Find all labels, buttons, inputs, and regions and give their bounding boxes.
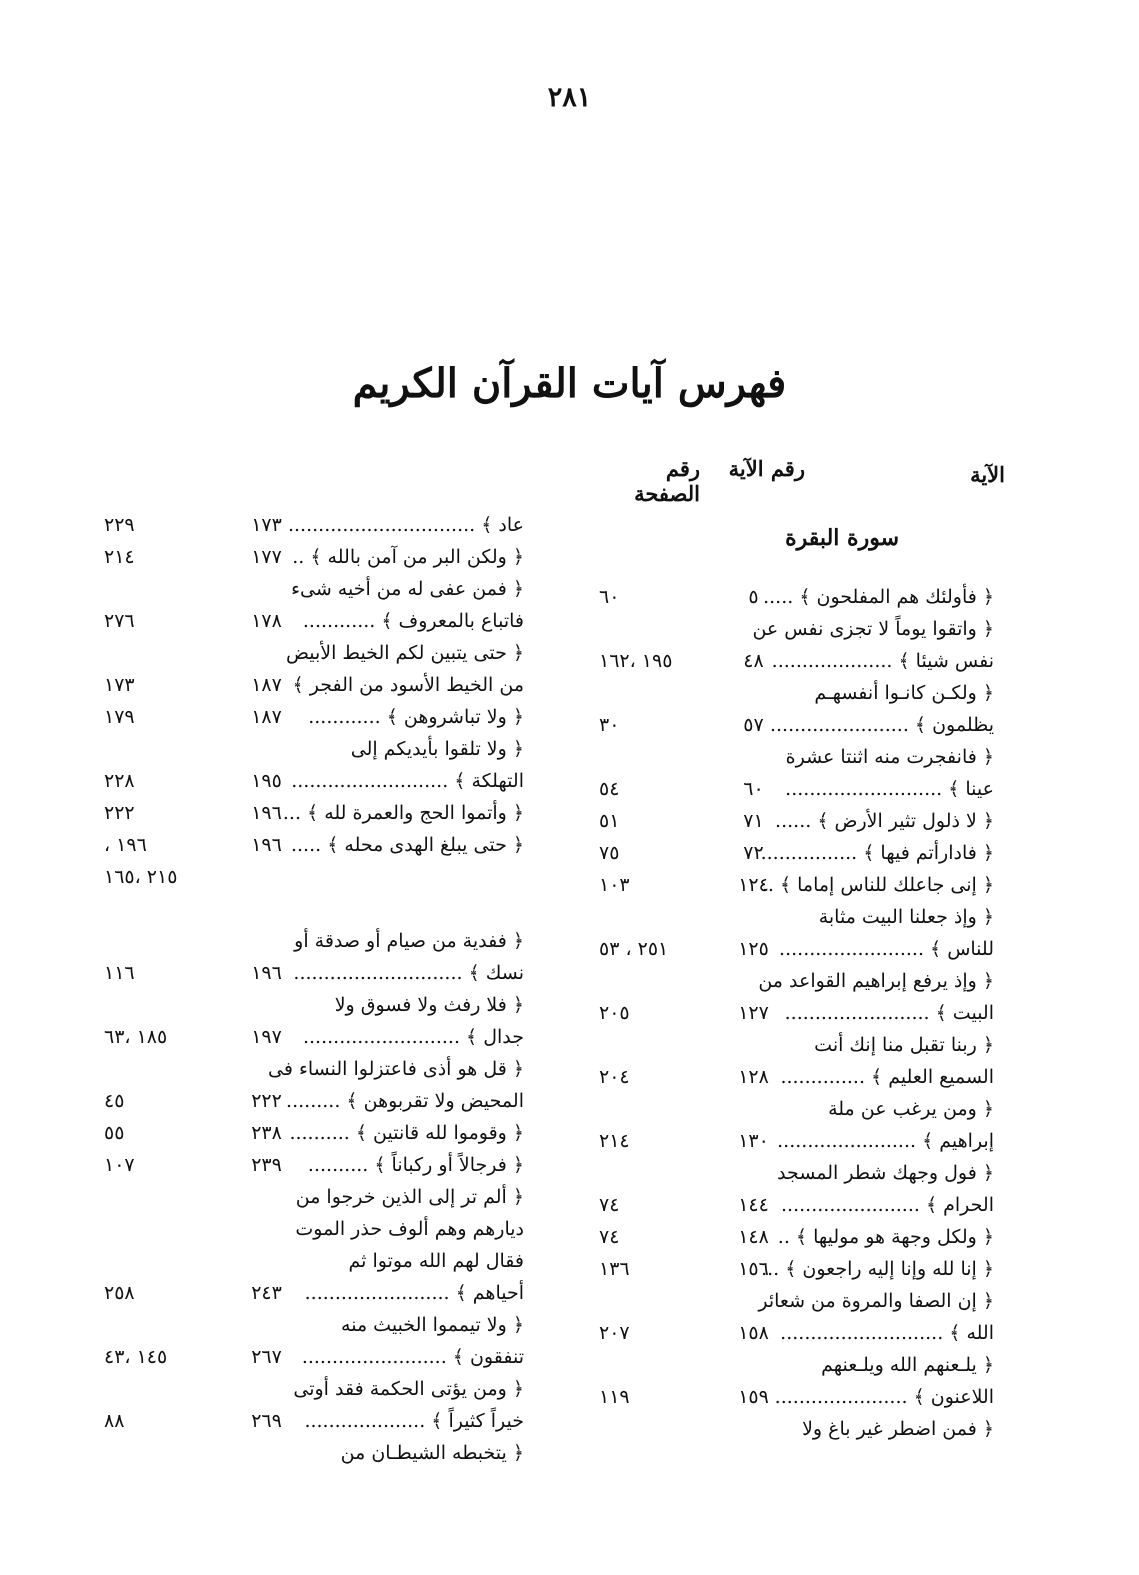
entry-text: ﴿ فأولئك هم المفلحون ﴾ ..... xyxy=(763,586,994,608)
entry-page-number: ٣٠ xyxy=(599,714,620,736)
entry-ayah-number: ١٧٣ xyxy=(251,514,282,536)
entry-text: ﴿ فرجالاً أو ركباناً ﴾ .......... xyxy=(307,1154,524,1176)
index-entry xyxy=(104,606,524,638)
entry-ayah-number: ٢٤٣ xyxy=(251,1282,282,1304)
index-entry xyxy=(104,510,524,542)
index-entry xyxy=(124,1438,524,1470)
entry-ayah-number: ٥ xyxy=(748,586,759,608)
entry-page-number: ٢٥١ ، ٥٣ xyxy=(599,938,669,960)
entry-ayah-number: ٥٧ xyxy=(743,714,764,736)
entry-text: ديارهم وهم ألوف حذر الموت xyxy=(295,1218,524,1240)
index-entry xyxy=(599,1158,994,1190)
entry-page-number: ٥٥ xyxy=(104,1122,125,1144)
entry-text: نفس شيئا ﴾ .................... xyxy=(771,650,994,672)
entry-ayah-number: ١٧٧ xyxy=(251,546,282,568)
index-entry xyxy=(599,1318,994,1350)
entry-page-number: ٢٥٨ xyxy=(104,1282,135,1304)
entry-text: السميع العليم ﴾ .............. xyxy=(780,1066,994,1088)
entry-page-number: ١٨٥ ،٦٣ xyxy=(104,1026,168,1048)
index-entry xyxy=(599,1030,994,1062)
entry-page-number: ٢٠٧ xyxy=(599,1322,630,1344)
right-column xyxy=(599,520,994,1446)
entry-text: ﴿ فانفجرت منه اثنتا عشرة xyxy=(785,746,994,768)
index-entry xyxy=(104,1022,524,1054)
index-entry xyxy=(124,1310,524,1342)
index-entry xyxy=(599,582,994,614)
entry-ayah-number: ١٢٧ xyxy=(738,1002,769,1024)
index-entry xyxy=(124,894,524,926)
entry-text: ﴿ واتقوا يوماً لا تجزى نفس عن xyxy=(752,618,994,640)
surah-heading: سورة البقرة xyxy=(785,525,899,551)
index-entry xyxy=(599,1286,994,1318)
entry-text: ﴿ ومن يرغب عن ملة xyxy=(828,1098,994,1120)
entry-page-number: ١٠٣ xyxy=(599,874,630,896)
entry-ayah-number: ١٥٨ xyxy=(738,1322,769,1344)
index-entry xyxy=(124,1182,524,1214)
index-entry xyxy=(124,574,524,606)
entry-page-number: ١٤٥ ،٤٣ xyxy=(104,1346,168,1368)
entry-ayah-number: ١٩٦ xyxy=(251,962,282,984)
entry-text: ﴿ فول وجهك شطر المسجد xyxy=(777,1162,994,1184)
entry-ayah-number: ١٨٧ xyxy=(251,706,282,728)
entry-text: ﴿ ولكل وجهة هو موليها ﴾ .. xyxy=(777,1226,994,1248)
index-entry xyxy=(599,838,994,870)
entry-page-number: ٢١٤ xyxy=(104,546,135,568)
entry-text: للناس ﴾ ........................ xyxy=(779,938,994,960)
entry-page-number: ٢٢٩ xyxy=(104,514,135,536)
entry-text: ﴿ فلا رفث ولا فسوق ولا xyxy=(334,994,524,1016)
entry-text: الله ﴾ ........................... xyxy=(780,1322,994,1344)
index-entry xyxy=(599,1382,994,1414)
entry-page-number: ٥١ xyxy=(599,810,620,832)
entry-text: ﴿ لا ذلول تثير الأرض ﴾ ...... xyxy=(775,810,994,832)
index-entry xyxy=(124,638,524,670)
page-number: ٢٨١ xyxy=(547,82,592,113)
entry-text: ﴿ وإذ جعلنا البيت مثابة xyxy=(818,906,994,928)
header-aya: الآية xyxy=(970,462,1005,487)
index-entry xyxy=(104,958,524,990)
entry-text: التهلكة ﴾ .......................... xyxy=(291,770,524,792)
entry-text: أحياهم ﴾ ........................ xyxy=(304,1282,524,1304)
index-entry xyxy=(599,870,994,902)
entry-text: فاتباع بالمعروف ﴾ ............ xyxy=(302,610,524,632)
index-entry xyxy=(104,798,524,830)
entry-ayah-number: ١٩٦ xyxy=(251,802,282,824)
index-entry xyxy=(124,990,524,1022)
entry-text: ﴿ حتى يبلغ الهدى محله ﴾ ..... xyxy=(290,834,524,856)
entry-ayah-number: ١٣٠ xyxy=(738,1130,769,1152)
entry-ayah-number: ١٢٨ xyxy=(738,1066,769,1088)
index-entry xyxy=(124,1246,524,1278)
index-entry xyxy=(124,734,524,766)
entry-page-number: ٢١٥ ،١٦٥ xyxy=(104,866,178,888)
entry-text: عاد ﴾ ............................... xyxy=(287,514,524,536)
index-entry xyxy=(104,1150,524,1182)
entry-ayah-number: ١٥٦ xyxy=(738,1258,769,1280)
entry-ayah-number: ٧٢ xyxy=(743,842,764,864)
entry-page-number: ٦٠ xyxy=(599,586,620,608)
entry-text: ﴿ ومن يؤتى الحكمة فقد أوتى xyxy=(293,1378,524,1400)
index-entry xyxy=(104,1118,524,1150)
index-entry xyxy=(599,806,994,838)
entry-text: ﴿ ولا تيمموا الخبيث منه xyxy=(341,1314,524,1336)
entry-text: ﴿ يتخبطه الشيطـان من xyxy=(340,1442,524,1464)
entry-text: ﴿ فادارأتم فيها ﴾ ................ xyxy=(760,842,994,864)
index-entry xyxy=(599,1094,994,1126)
entry-page-number: ١٣٦ xyxy=(599,1258,630,1280)
entry-page-number: ٢٢٢ xyxy=(104,802,135,824)
entry-ayah-number: ٢٣٨ xyxy=(251,1122,282,1144)
entry-text: ﴿ قل هو أذى فاعتزلوا النساء فى xyxy=(268,1058,524,1080)
index-entry xyxy=(599,1350,994,1382)
index-entry xyxy=(124,1374,524,1406)
entry-page-number: ١٧٩ xyxy=(104,706,135,728)
entry-text: من الخيط الأسود من الفجر ﴾ xyxy=(292,674,524,696)
entry-ayah-number: ١٩٧ xyxy=(251,1026,282,1048)
entry-text: ﴿ إنا لله وإنا إليه راجعون ﴾ ... xyxy=(761,1258,994,1280)
entry-page-number: ١٩٥ ،١٦٢ xyxy=(599,650,673,672)
entry-text: جدال ﴾ .......................... xyxy=(302,1026,524,1048)
entry-text: ﴿ إن الصفا والمروة من شعائر xyxy=(758,1290,994,1312)
entry-text: خيراً كثيراً ﴾ .................... xyxy=(304,1410,524,1432)
index-entry xyxy=(599,934,994,966)
index-entry xyxy=(599,998,994,1030)
index-entry xyxy=(104,830,524,862)
entry-ayah-number: ١٨٧ xyxy=(251,674,282,696)
entry-text: ﴿ وأتموا الحج والعمرة لله ﴾ ... xyxy=(282,802,524,824)
index-entry xyxy=(599,646,994,678)
entry-text: تنفقون ﴾ ........................ xyxy=(301,1346,524,1368)
index-entry xyxy=(599,614,994,646)
index-entry xyxy=(104,1086,524,1118)
entry-text: ﴿ يلـعنهم الله ويلـعنهم xyxy=(821,1354,994,1376)
entry-ayah-number: ٢٦٩ xyxy=(251,1410,282,1432)
entry-text: ﴿ ولكـن كانـوا أنفسهـم xyxy=(814,682,994,704)
entry-ayah-number: ١٩٥ xyxy=(251,770,282,792)
entry-ayah-number: ١٩٦ xyxy=(251,834,282,856)
entry-text: ﴿ وإذ يرفع إبراهيم القواعد من xyxy=(758,970,994,992)
entry-text: إبراهيم ﴾ ....................... xyxy=(777,1130,994,1152)
entry-text: ﴿ ففدية من صيام أو صدقة أو xyxy=(294,930,524,952)
index-entry xyxy=(599,678,994,710)
index-entry xyxy=(124,1054,524,1086)
index-entry xyxy=(599,742,994,774)
entry-page-number: ٧٤ xyxy=(599,1226,620,1248)
index-entry xyxy=(599,1254,994,1286)
index-entry xyxy=(599,1222,994,1254)
index-entry xyxy=(104,542,524,574)
entry-text: الحرام ﴾ ....................... xyxy=(781,1194,994,1216)
index-entry xyxy=(599,1190,994,1222)
right-column-rows xyxy=(599,582,994,1446)
entry-text: عينا ﴾ .......................... xyxy=(785,778,994,800)
index-entry xyxy=(124,926,524,958)
entry-text: ﴿ ولا تلقوا بأيديكم إلى xyxy=(350,738,524,760)
entry-ayah-number: ٢٦٧ xyxy=(251,1346,282,1368)
entry-text: ﴿ إنى جاعلك للناس إماما ﴾ .. xyxy=(761,874,994,896)
entry-text: ﴿ ولكن البر من آمن بالله ﴾ .. xyxy=(292,546,524,568)
index-entry xyxy=(599,1062,994,1094)
entry-text: ﴿ وقوموا لله قانتين ﴾ .......... xyxy=(289,1122,524,1144)
entry-page-number: ٤٥ xyxy=(104,1090,125,1112)
entry-ayah-number: ٧١ xyxy=(743,810,764,832)
entry-ayah-number: ١٤٨ xyxy=(738,1226,769,1248)
entry-ayah-number: ٤٨ xyxy=(743,650,764,672)
entry-page-number: ١١٩ xyxy=(599,1386,630,1408)
index-entry xyxy=(104,862,524,894)
entry-page-number: ٢٠٥ xyxy=(599,1002,630,1024)
index-entry xyxy=(599,1414,994,1446)
entry-text: اللاعنون ﴾ ...................... xyxy=(774,1386,994,1408)
entry-text: ﴿ ولا تباشروهن ﴾ ............ xyxy=(308,706,524,728)
entry-page-number: ٥٤ xyxy=(599,778,620,800)
index-entry xyxy=(104,1278,524,1310)
index-entry xyxy=(124,1214,524,1246)
entry-text: البيت ﴾ ........................ xyxy=(784,1002,994,1024)
index-entry xyxy=(104,1342,524,1374)
entry-page-number: ٢٠٤ xyxy=(599,1066,630,1088)
entry-ayah-number: ١٢٤ xyxy=(738,874,769,896)
entry-text: فقال لهم الله موتوا ثم xyxy=(348,1250,524,1272)
entry-page-number: ٧٥ xyxy=(599,842,620,864)
index-entry xyxy=(599,1126,994,1158)
entry-ayah-number: ١٥٩ xyxy=(738,1386,769,1408)
index-entry xyxy=(104,702,524,734)
entry-ayah-number: ١٧٨ xyxy=(251,610,282,632)
entry-page-number: ١٠٧ xyxy=(104,1154,135,1176)
entry-text: يظلمون ﴾ ....................... xyxy=(769,714,994,736)
header-aya-number: رقم الآية xyxy=(728,456,805,481)
entry-page-number: ٢٢٨ xyxy=(104,770,135,792)
left-column xyxy=(104,510,524,1470)
index-entry xyxy=(104,766,524,798)
entry-text: ﴿ ألم تر إلى الذين خرجوا من xyxy=(295,1186,524,1208)
entry-text: المحيض ولا تقربوهن ﴾ ......... xyxy=(286,1090,524,1112)
entry-ayah-number: ٢٣٩ xyxy=(251,1154,282,1176)
entry-ayah-number: ٢٢٢ xyxy=(251,1090,282,1112)
index-entry xyxy=(599,966,994,998)
entry-ayah-number: ١٢٥ xyxy=(738,938,769,960)
entry-page-number: ١٧٣ xyxy=(104,674,135,696)
index-entry xyxy=(104,1406,524,1438)
entry-page-number: ٨٨ xyxy=(104,1410,125,1432)
index-entry xyxy=(599,710,994,742)
entry-text: ﴿ فمن عفى له من أخيه شىء xyxy=(291,578,524,600)
entry-text: نسك ﴾ ............................ xyxy=(293,962,524,984)
entry-page-number: ٧٤ xyxy=(599,1194,620,1216)
left-column-rows xyxy=(104,510,524,1470)
entry-text: ﴿ حتى يتبين لكم الخيط الأبيض xyxy=(285,642,524,664)
index-entry xyxy=(599,902,994,934)
entry-page-number: ٢٧٦ xyxy=(104,610,135,632)
entry-text: ﴿ فمن اضطر غير باغ ولا xyxy=(802,1418,994,1440)
header-page-number: رقم الصفحة xyxy=(634,456,700,506)
entry-page-number: ١١٦ xyxy=(104,962,135,984)
index-entry xyxy=(599,774,994,806)
index-entry xyxy=(104,670,524,702)
entry-ayah-number: ١٤٤ xyxy=(738,1194,769,1216)
entry-page-number: ١٩٦ ، xyxy=(104,834,147,856)
page-title: فهرس آيات القرآن الكريم xyxy=(352,360,787,407)
entry-text: ﴿ ربنا تقبل منا إنك أنت xyxy=(814,1034,994,1056)
entry-page-number: ٢١٤ xyxy=(599,1130,630,1152)
entry-ayah-number: ٦٠ xyxy=(743,778,764,800)
column-headers xyxy=(600,456,1005,506)
